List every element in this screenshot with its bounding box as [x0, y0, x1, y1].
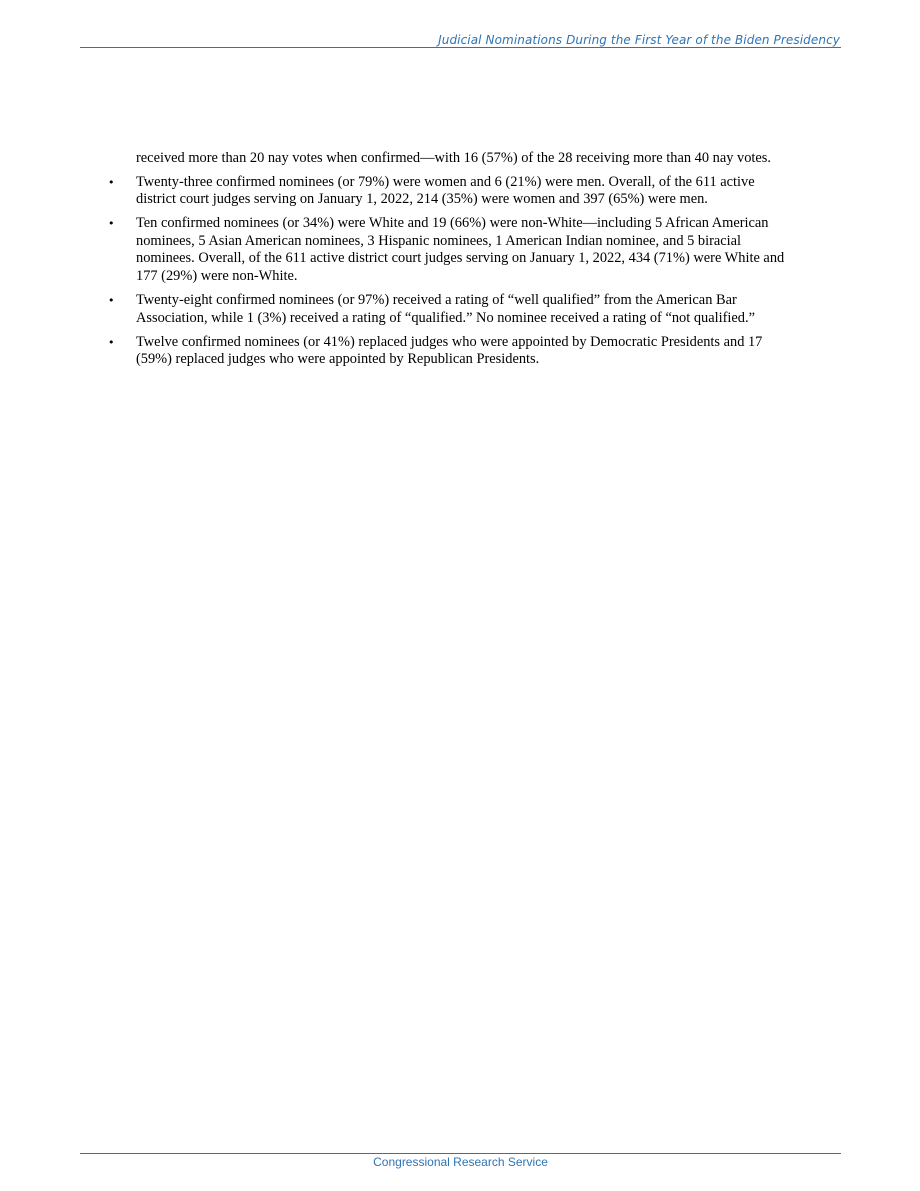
footer-divider: [80, 1153, 841, 1154]
running-header: Judicial Nominations During the First Year of the Biden Presidency: [438, 33, 840, 47]
bullet-icon: •: [108, 335, 115, 349]
document-body: [107, 150, 797, 376]
bullet-item-race: [107, 215, 797, 285]
bullet-icon: •: [108, 217, 115, 231]
continued-paragraph: received more than 20 nay votes when confirmed—with 16 (57%) of the 28 receiving more than 40 nay votes.: [136, 150, 771, 166]
header-divider: [80, 47, 841, 48]
bullet-text: Twenty-eight confirmed nominees (or 97%) received a rating of “well qualified” from the American Bar Association, while 1 (3%) received a rating of “qualified.” No nominee received a rating of “not qualified.”: [136, 292, 755, 326]
bullet-item-aba-rating: [107, 292, 797, 327]
bullet-item-gender: [107, 174, 797, 209]
bullet-item-replaced-judges: [107, 334, 797, 369]
running-footer: Congressional Research Service: [373, 1155, 548, 1169]
bullet-icon: •: [108, 294, 115, 308]
bullet-text: Twenty-three confirmed nominees (or 79%) were women and 6 (21%) were men. Overall, of the 611 active district court judges serving on January 1, 2022, 214 (35%) were women and 397 (65%) were men.: [136, 173, 755, 208]
bullet-text: Twelve confirmed nominees (or 41%) replaced judges who were appointed by Democratic Presidents and 17 (59%) replaced judges who were appointed by Republican Presidents.: [136, 333, 763, 368]
bullet-text: Ten confirmed nominees (or 34%) were White and 19 (66%) were non-White—including 5 African American nominees, 5 Asian American nominees, 3 Hispanic nominees, 1 American Indian nominee, and 5 biracial nominees. Overall, of the 611 active district court judges serving on January 1, 2022, 434 (71%) were White and 177 (29%) were non-White.: [136, 215, 785, 285]
bullet-list: [107, 174, 797, 369]
bullet-icon: •: [108, 175, 115, 189]
